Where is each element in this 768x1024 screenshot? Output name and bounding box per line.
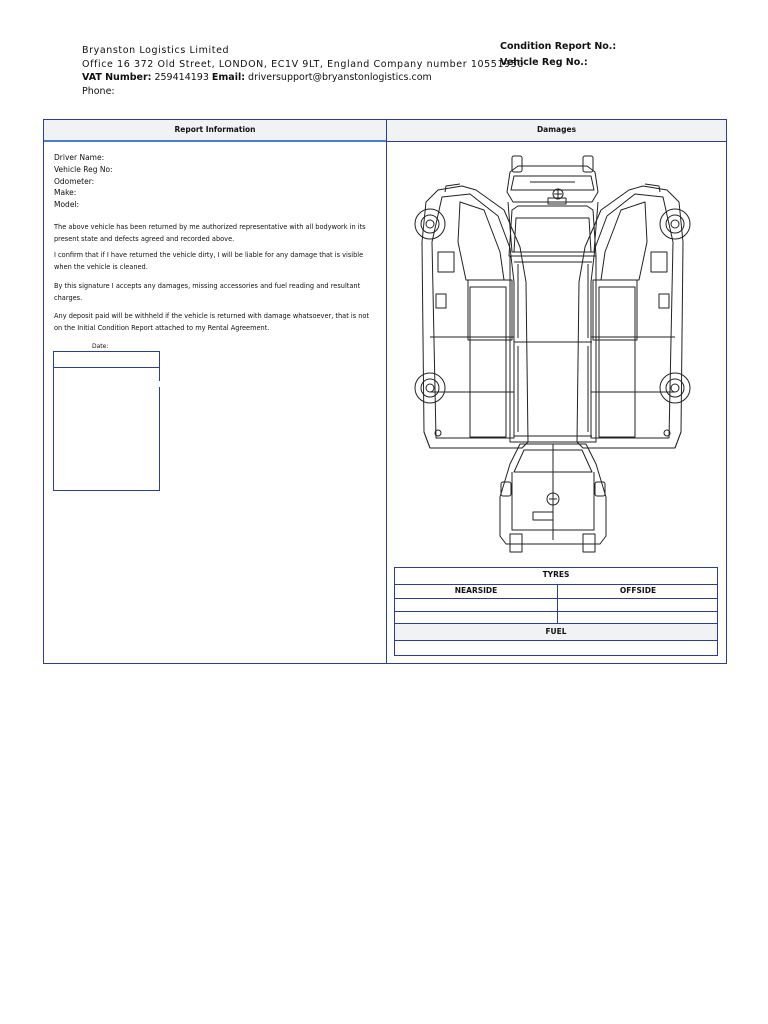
info-fields bbox=[54, 152, 113, 211]
vehicle-reg-label: Vehicle Reg No.: bbox=[500, 57, 588, 68]
condition-report-no-label: Condition Report No.: bbox=[500, 41, 617, 52]
model-field[interactable]: Model: bbox=[54, 200, 80, 210]
van-roof-view bbox=[509, 206, 596, 442]
driver-name-field[interactable]: Driver Name: bbox=[54, 153, 105, 162]
make-field[interactable]: Make: bbox=[54, 188, 77, 198]
deposit-statement: Any deposit paid will be withheld if the vehicle is returned with damage whatsoever, that is not on the Initial Condition Report attached to my Rental Agreement. bbox=[54, 312, 370, 332]
phone-label: Phone: bbox=[82, 85, 115, 97]
email-label: Email: bbox=[211, 72, 246, 83]
report-identifiers bbox=[500, 39, 616, 71]
damages-header bbox=[387, 120, 726, 142]
van-rear-view bbox=[500, 444, 606, 552]
vat-label: VAT Number: bbox=[82, 72, 152, 83]
vat-email-line bbox=[82, 71, 524, 85]
van-front-view bbox=[507, 156, 598, 252]
offside-label: OFFSIDE bbox=[619, 586, 657, 595]
report-information-title: Report Information bbox=[174, 125, 256, 134]
cleaning-statement: I confirm that if I have returned the vehicle dirty, I will be liable for any damage that is visible when the vehicle is cleaned. bbox=[54, 251, 364, 271]
tyres-fuel-table bbox=[394, 567, 718, 656]
company-address: Office 16 372 Old Street, LONDON, EC1V 9LT, England Company number 10551950 bbox=[82, 58, 525, 70]
company-name: Bryanston Logistics Limited bbox=[82, 45, 230, 56]
date-label: Date: bbox=[92, 343, 109, 350]
email-value: driversupport@bryanstonlogistics.com bbox=[245, 72, 432, 83]
column-divider bbox=[386, 119, 387, 664]
signature-statement: By this signature I accepts any damages, missing accessories and fuel reading and resultant charges. bbox=[54, 282, 361, 302]
report-information-header bbox=[44, 120, 386, 142]
vehicle-reg-field[interactable]: Vehicle Reg No: bbox=[54, 164, 113, 174]
fuel-label: FUEL bbox=[545, 627, 567, 636]
signature-box[interactable] bbox=[53, 351, 160, 491]
date-row-divider bbox=[54, 367, 159, 368]
return-statement: The above vehicle has been returned by me authorized representative with all bodywork in its present state and defects agreed and recorded above. bbox=[54, 223, 366, 243]
vat-value: 259414193 bbox=[151, 72, 212, 83]
van-damage-diagram[interactable] bbox=[400, 152, 705, 557]
tyres-title: TYRES bbox=[542, 570, 570, 579]
nearside-label: NEARSIDE bbox=[454, 586, 498, 595]
odometer-field[interactable]: Odometer: bbox=[54, 176, 95, 186]
company-info bbox=[82, 44, 524, 98]
box-edge-gap bbox=[158, 381, 161, 387]
damages-title: Damages bbox=[536, 125, 577, 134]
